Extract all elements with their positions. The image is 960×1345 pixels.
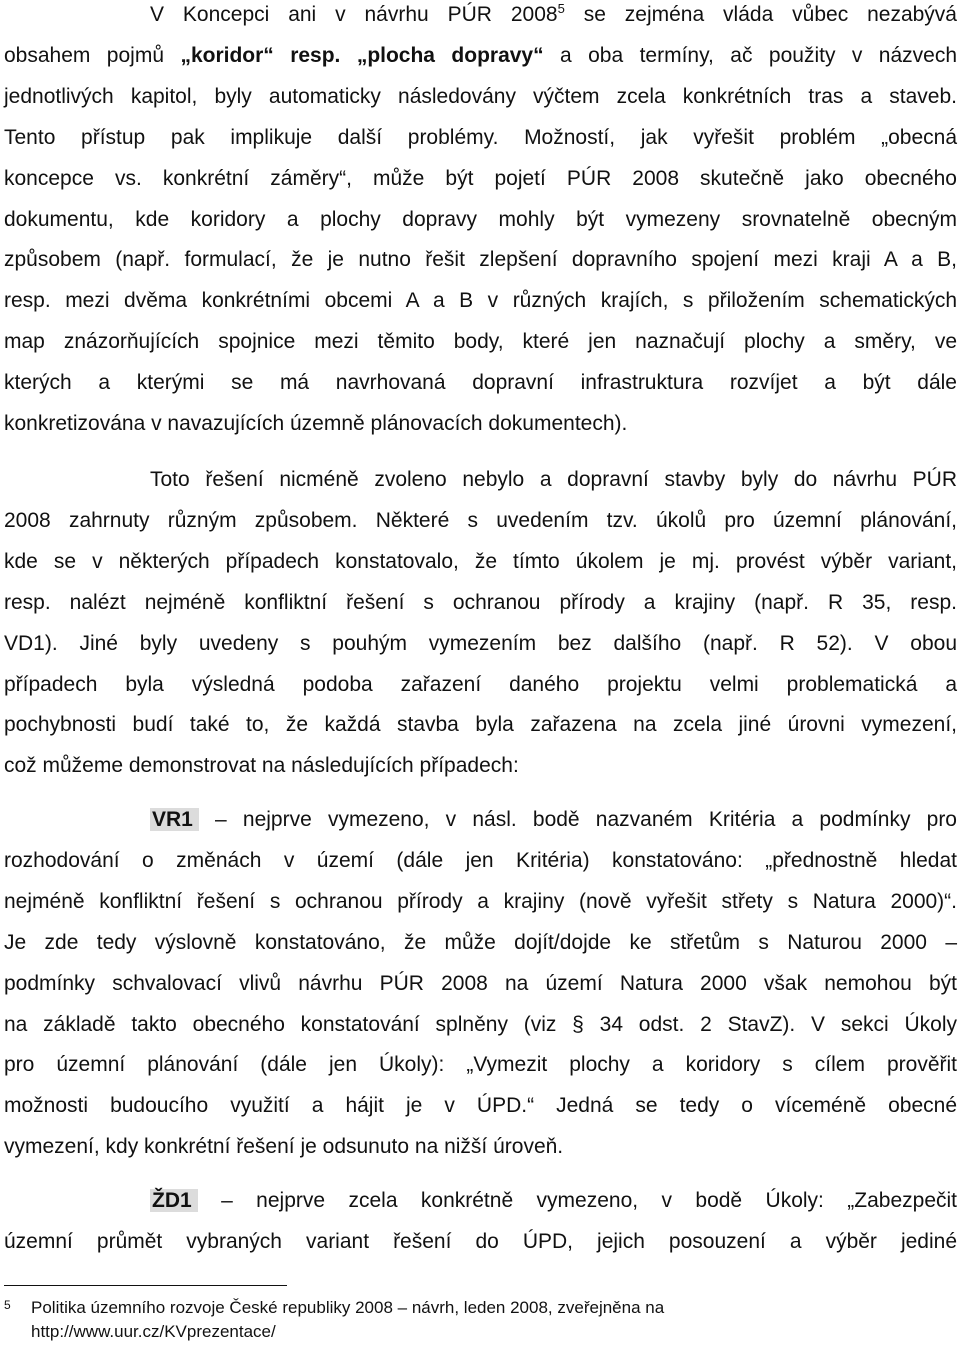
text-run: případech byla výsledná podoba zařazení daného projektu velmi problematická a [4, 672, 957, 696]
text-run: se zejména vláda vůbec nezabývá [564, 3, 957, 26]
text-line [4, 1127, 957, 1168]
text-line [4, 501, 957, 542]
paragraph-zd1 [4, 1181, 957, 1263]
text-run: což můžeme demonstrovat na následujících případech: [4, 754, 519, 778]
paragraph-koncepce [4, 0, 957, 445]
project-code-label: VR1 [150, 808, 199, 831]
text-run: obsahem pojmů [4, 43, 181, 67]
text-run: VD1). Jiné byly uvedeny s pouhým vymezením bez dalšího (např. R 52). V obou [4, 631, 957, 655]
text-run: V Koncepci ani v návrhu PÚR 2008 [150, 3, 558, 26]
text-run: územní průmět vybraných variant řešení do ÚPD, jejich posouzení a výběr jediné [4, 1229, 957, 1253]
text-run: na základě takto obecného konstatování splněny (viz § 34 odst. 2 StavZ). V sekci Úkoly [4, 1012, 957, 1036]
paragraph-vr1 [4, 800, 957, 1168]
text-line [4, 583, 957, 624]
footnote-text-line1: Politika územního rozvoje České republiky 2008 – návrh, leden 2008, zveřejněna na [31, 1298, 665, 1317]
text-run: koncepce vs. konkrétní záměry“, může být pojetí PÚR 2008 skutečně jako obecného [4, 166, 957, 190]
text-line [4, 705, 957, 746]
text-line [4, 281, 957, 322]
text-line [4, 159, 957, 200]
text-line [4, 923, 957, 964]
text-run: rozhodování o změnách v území (dále jen Kritéria) konstatováno: „přednostně hledat [4, 848, 957, 872]
footnote [4, 1296, 954, 1344]
text-line [4, 0, 957, 36]
text-line [4, 36, 957, 77]
text-line [4, 460, 957, 501]
text-run: – nejprve vymezeno, v násl. bodě nazvaném Kritéria a podmínky pro [198, 808, 957, 831]
text-line [4, 800, 957, 841]
text-line [4, 1005, 957, 1046]
text-line [4, 118, 957, 159]
text-line [4, 322, 957, 363]
text-line [4, 964, 957, 1005]
text-line [4, 77, 957, 118]
text-line [4, 665, 957, 706]
text-line [4, 1045, 957, 1086]
footnote-mark: 5 [4, 1298, 11, 1312]
text-line [4, 746, 957, 787]
project-code-label: ŽD1 [150, 1189, 198, 1212]
text-line [4, 1181, 957, 1222]
text-run: – nejprve zcela konkrétně vymezeno, v bodě Úkoly: „Zabezpečit [197, 1189, 957, 1212]
text-run: dokumentu, kde koridory a plochy dopravy mohly být vymezeny srovnatelně obecným [4, 207, 957, 231]
text-run: vymezení, kdy konkrétní řešení je odsunuto na nižší úroveň. [4, 1135, 564, 1159]
text-run: podmínky schvalovací vlivů návrhu PÚR 2008 na území Natura 2000 však nemohou být [4, 971, 957, 995]
text-run: pochybnosti budí také to, že každá stavba byla zařazena na zcela jiné úrovni vymezení, [4, 713, 957, 737]
text-line [4, 542, 957, 583]
text-run: nejméně konfliktní řešení s ochranou přírody a krajiny (nově vyřešit střety s Natura 2000)“. [4, 889, 957, 913]
text-run: způsobem (např. formulací, že je nutno řešit zlepšení dopravního spojení mezi kraji A a B, [4, 248, 957, 272]
paragraph-reseni [4, 460, 957, 787]
text-line [4, 363, 957, 404]
text-run: Toto řešení nicméně zvoleno nebylo a dopravní stavby byly do návrhu PÚR [150, 468, 957, 491]
text-run: pro územní plánování (dále jen Úkoly): „Vymezit plochy a koridory s cílem prověřit [4, 1053, 957, 1077]
text-run: kde se v některých případech konstatovalo, že tímto úkolem je mj. provést výběr variant, [4, 549, 957, 573]
text-run: jednotlivých kapitol, byly automaticky následovány výčtem zcela konkrétních tras a staveb. [4, 84, 957, 108]
text-run: konkretizována v navazujících územně plánovacích dokumentech). [4, 412, 628, 436]
text-line [4, 200, 957, 241]
text-run: a oba termíny, ač použity v názvech [543, 43, 958, 67]
text-run: možnosti budoucího využití a hájit je v ÚPD.“ Jedná se tedy o víceméně obecné [4, 1094, 957, 1118]
footnote-separator [4, 1285, 287, 1286]
text-line [4, 1222, 957, 1263]
text-line [4, 841, 957, 882]
text-line [4, 624, 957, 665]
footnote-reference: 5 [557, 1, 565, 16]
text-run: 2008 zahrnuty různým způsobem. Některé s uvedením tzv. úkolů pro územní plánování, [4, 508, 957, 532]
text-run: Tento přístup pak implikuje další problémy. Možností, jak vyřešit problém „obecná [4, 125, 957, 149]
text-run: kterých a kterými se má navrhovaná dopravní infrastruktura rozvíjet a být dále [4, 371, 957, 395]
footnote-link[interactable]: http://www.uur.cz/KVprezentace/ [31, 1322, 276, 1341]
text-line [4, 404, 957, 445]
text-run: resp. mezi dvěma konkrétními obcemi A a B v různých krajích, s přiložením schematických [4, 289, 957, 313]
bold-term: „koridor“ resp. „plocha dopravy“ [180, 43, 544, 67]
text-run: Je zde tedy výslovně konstatováno, že může dojít/dojde ke střetům s Naturou 2000 – [4, 930, 957, 954]
text-line [4, 882, 957, 923]
text-line [4, 240, 957, 281]
text-run: resp. nalézt nejméně konfliktní řešení s ochranou přírody a krajiny (např. R 35, resp. [4, 590, 957, 614]
text-run: map znázorňujících spojnice mezi těmito body, které jen naznačují plochy a směry, ve [4, 330, 957, 354]
text-line [4, 1086, 957, 1127]
